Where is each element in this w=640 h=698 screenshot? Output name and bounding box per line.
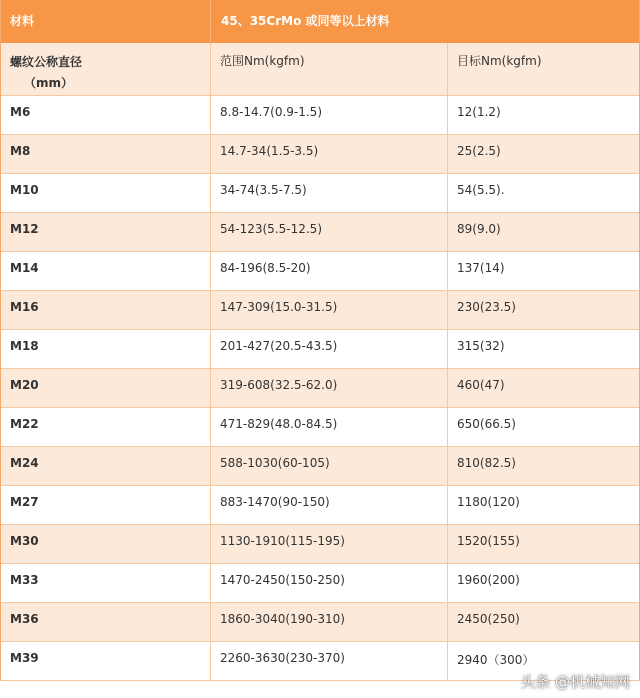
table-row — [1, 330, 639, 369]
range-cell: 147-309(15.0-31.5) — [211, 291, 448, 329]
thread-size-cell: M16 — [1, 291, 211, 329]
target-cell: 25(2.5) — [457, 144, 501, 158]
range-cell: 588-1030(60-105) — [211, 447, 448, 485]
thread-size-cell: M36 — [1, 603, 211, 641]
target-cell: 89(9.0) — [457, 222, 501, 236]
table-row — [1, 213, 639, 252]
target-cell: 1520(155) — [457, 534, 520, 548]
thread-size-cell: M30 — [1, 525, 211, 563]
range-cell: 883-1470(90-150) — [211, 486, 448, 524]
target-cell: 2450(250) — [457, 612, 520, 626]
range-cell: 8.8-14.7(0.9-1.5) — [211, 96, 448, 134]
thread-size-cell: M6 — [1, 96, 211, 134]
target-cell: 137(14) — [457, 261, 505, 275]
target-cell: 1180(120) — [457, 495, 520, 509]
target-cell: 230(23.5) — [457, 300, 516, 314]
range-cell: 34-74(3.5-7.5) — [211, 174, 448, 212]
table-row — [1, 96, 639, 135]
target-header: 目标Nm(kgfm) — [457, 54, 542, 68]
target-cell: 460(47) — [457, 378, 505, 392]
target-cell: 12(1.2) — [457, 105, 501, 119]
table-row — [1, 447, 639, 486]
table-row — [1, 252, 639, 291]
table-row — [1, 369, 639, 408]
table-row — [1, 174, 639, 213]
subheader-row — [1, 43, 639, 96]
header-row — [1, 0, 639, 43]
thread-size-cell: M10 — [1, 174, 211, 212]
thread-size-cell: M18 — [1, 330, 211, 368]
range-cell: 84-196(8.5-20) — [211, 252, 448, 290]
range-cell: 201-427(20.5-43.5) — [211, 330, 448, 368]
range-cell: 1860-3040(190-310) — [211, 603, 448, 641]
thread-size-cell: M8 — [1, 135, 211, 173]
range-cell: 14.7-34(1.5-3.5) — [211, 135, 448, 173]
table-row — [1, 408, 639, 447]
range-cell: 471-829(48.0-84.5) — [211, 408, 448, 446]
table-row — [1, 564, 639, 603]
range-cell: 2260-3630(230-370) — [211, 642, 448, 680]
range-cell: 1470-2450(150-250) — [211, 564, 448, 602]
thread-size-cell: M27 — [1, 486, 211, 524]
target-cell: 810(82.5) — [457, 456, 516, 470]
thread-size-cell: M20 — [1, 369, 211, 407]
target-cell: 315(32) — [457, 339, 505, 353]
range-cell: 1130-1910(115-195) — [211, 525, 448, 563]
diameter-header-text: 螺纹公称直径 — [10, 55, 83, 69]
thread-size-cell: M22 — [1, 408, 211, 446]
target-cell: 650(66.5) — [457, 417, 516, 431]
range-cell: 319-608(32.5-62.0) — [211, 369, 448, 407]
target-cell: 1960(200) — [457, 573, 520, 587]
thread-size-cell: M39 — [1, 642, 211, 680]
range-header: 范围Nm(kgfm) — [211, 43, 448, 95]
target-cell: 54(5.5). — [457, 183, 505, 197]
thread-size-cell: M12 — [1, 213, 211, 251]
table-row — [1, 486, 639, 525]
target-cell: 2940（300） — [457, 653, 535, 667]
table-row — [1, 603, 639, 642]
table-row — [1, 525, 639, 564]
thread-size-cell: M14 — [1, 252, 211, 290]
thread-size-cell: M33 — [1, 564, 211, 602]
range-cell: 54-123(5.5-12.5) — [211, 213, 448, 251]
thread-size-cell: M24 — [1, 447, 211, 485]
diameter-header-unit: （mm） — [24, 76, 74, 90]
material-value: 45、35CrMo 或同等以上材料 — [221, 14, 390, 28]
material-label: 材料 — [1, 0, 211, 42]
table-row — [1, 291, 639, 330]
table-row — [1, 135, 639, 174]
source-watermark: 头条 @机械知网 — [520, 673, 630, 691]
diameter-header — [1, 43, 211, 95]
